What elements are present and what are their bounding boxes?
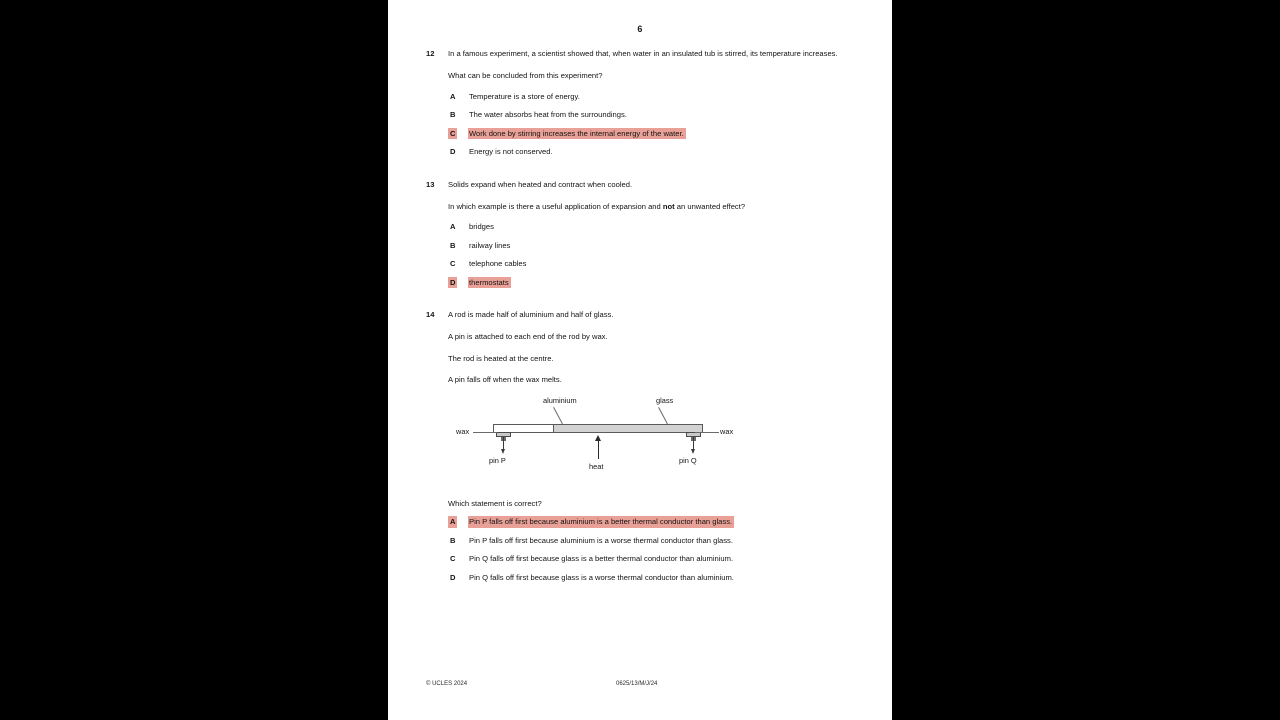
question-14-subprompt: Which statement is correct? [448,498,542,508]
option-row[interactable] [448,553,854,572]
option-letter: C [450,128,456,138]
question-13-options [448,221,854,295]
option-row-highlighted[interactable] [448,516,854,535]
option-row[interactable] [448,572,854,591]
option-row[interactable] [448,109,854,128]
pin-q-label: pin Q [679,455,697,465]
question-14-stem: A rod is made half of aluminium and half of glass. [448,310,614,319]
option-letter: D [450,277,456,287]
question-14-number: 14 [426,310,435,319]
option-text: Pin Q falls off first because glass is a better thermal conductor than aluminium. [469,554,734,563]
rod-material-boundary [553,424,554,433]
question-12-options [448,91,854,165]
question-14-head [426,309,854,321]
option-text: telephone cables [469,259,527,268]
option-text: railway lines [469,240,511,250]
aluminium-label: aluminium [543,395,577,405]
subprompt-part-2: an unwanted effect? [674,201,746,211]
question-14 [426,309,854,590]
wax-label-left: wax [456,426,470,436]
option-text: bridges [469,222,494,231]
question-12-head [426,48,854,60]
question-14-options [448,516,854,590]
footer-paper-code: 0625/13/M/J/24 [616,681,658,687]
option-text: The water absorbs heat from the surroundings. [469,110,627,119]
wax-left-leader-line [473,432,497,433]
option-letter: D [450,572,456,582]
option-row[interactable] [448,535,854,554]
option-text: Pin P falls off first because aluminium is a better thermal conductor than glass. [469,517,733,526]
option-row[interactable] [448,221,854,240]
rod-glass-section [553,424,703,433]
option-letter: A [450,517,456,526]
option-text: Temperature is a store of energy. [469,91,580,101]
question-12-stem: In a famous experiment, a scientist showed that, when water in an insulated tub is stirred, its temperature increases. [448,49,838,58]
option-letter: C [450,554,456,563]
option-row[interactable] [448,258,854,277]
glass-leader-line [658,407,668,424]
question-14-line-2: The rod is heated at the centre. [448,353,554,363]
option-letter: B [450,535,456,545]
option-text: thermostats [469,277,509,287]
question-14-line-3: A pin falls off when the wax melts. [448,375,562,384]
option-letter: B [450,110,456,119]
pin-p-tip [501,449,505,454]
question-12-subprompt: What can be concluded from this experiment? [448,71,603,80]
option-row-highlighted[interactable] [448,128,854,147]
option-letter: B [450,240,456,250]
question-13-number: 13 [426,179,435,189]
question-12 [426,48,854,165]
question-13 [426,179,854,296]
glass-label: glass [656,395,674,405]
question-13-stem: Solids expand when heated and contract when cooled. [448,179,633,189]
footer-copyright: © UCLES 2024 [426,681,468,687]
question-13-subprompt [448,201,854,213]
option-text: Energy is not conserved. [469,147,553,156]
question-14-line-1: A pin is attached to each end of the rod by wax. [448,332,608,341]
pin-q-tip [691,449,695,454]
wax-right-leader-line [695,432,719,433]
exam-page [388,0,892,720]
option-text: Work done by stirring increases the internal energy of the water. [469,128,684,138]
option-row-highlighted[interactable] [448,277,854,296]
question-13-head [426,179,854,191]
page-footer [426,681,854,693]
pin-p-label: pin P [489,455,506,465]
option-row[interactable] [448,146,854,165]
subprompt-emphasis: not [662,201,675,211]
option-text: Pin Q falls off first because glass is a worse thermal conductor than aluminium. [469,572,734,582]
page-content [426,48,854,590]
aluminium-leader-line [553,407,563,424]
question-12-number: 12 [426,49,435,58]
option-row[interactable] [448,91,854,110]
option-letter: D [450,147,456,156]
wax-label-right: wax [720,426,734,436]
heat-arrow-shaft [598,441,599,459]
heat-label: heat [589,461,604,471]
option-text: Pin P falls off first because aluminium is a worse thermal conductor than glass. [469,535,733,545]
option-row[interactable] [448,240,854,259]
page-number: 6 [637,24,643,34]
subprompt-part-1: In which example is there a useful application of expansion and [448,201,663,211]
option-letter: A [450,222,456,231]
option-letter: C [450,259,456,268]
option-letter: A [450,91,456,101]
rod-experiment-diagram [448,396,848,486]
